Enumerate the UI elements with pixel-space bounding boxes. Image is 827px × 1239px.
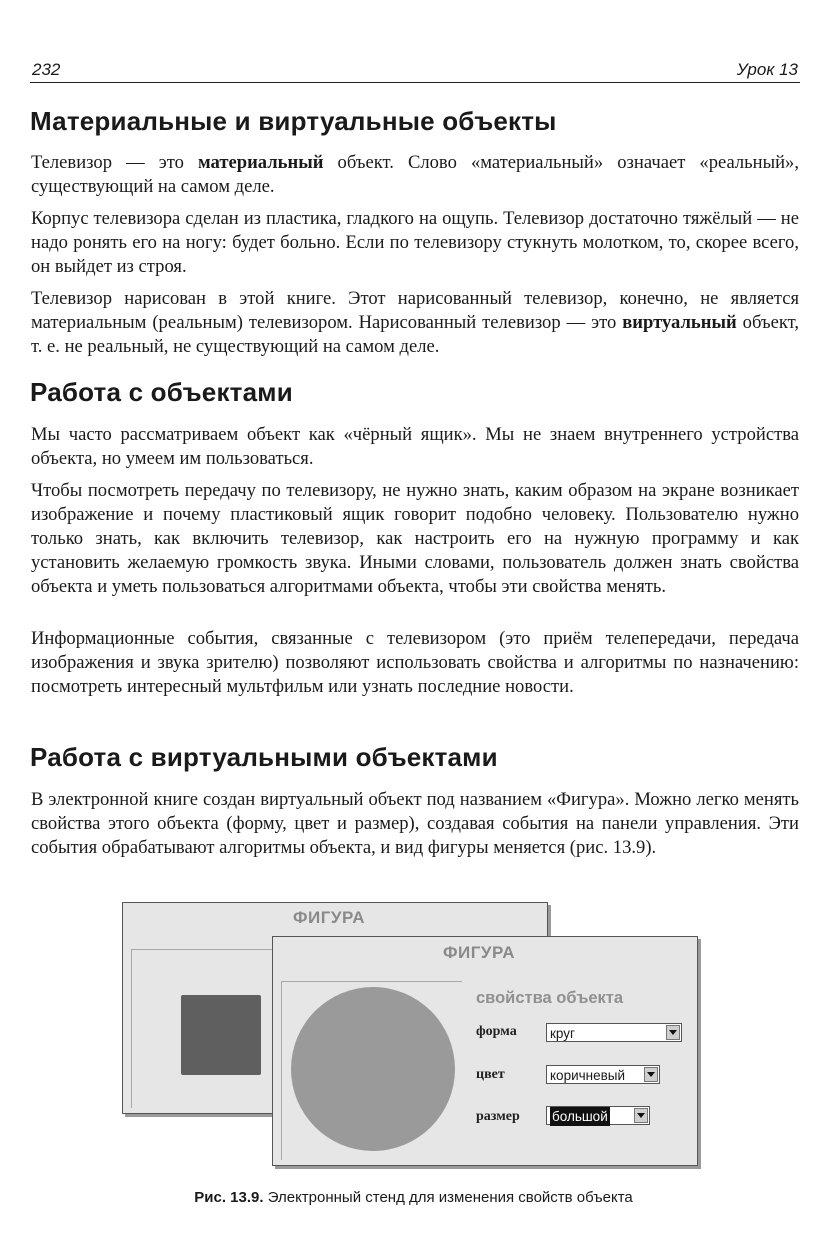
color-select-value: коричневый [550, 1068, 626, 1083]
lesson-title: Урок 13 [736, 60, 798, 79]
shape-select-value: круг [550, 1026, 575, 1041]
color-label: цвет [476, 1067, 505, 1082]
paragraph: Корпус телевизора сделан из пластика, гладкого на ощупь. Телевизор достаточно тяжёлый — не надо ронять его на ногу: будет больно. Если по телевизору стукнуть молотком, то, скорее всего, он выйдет из строя. [31, 208, 799, 277]
paragraph: Информационные события, связанные с телевизором (это приём телепередачи, передача изображения и звука зрителю) позволяют использовать свойства и алгоритмы по назначению: посмотреть интересный мультфильм или узнать последние новости. [31, 628, 799, 697]
properties-title: свойства объекта [476, 989, 624, 1007]
size-label: размер [476, 1109, 520, 1124]
square-shape [181, 995, 261, 1075]
color-select[interactable] [546, 1065, 660, 1084]
paragraph: Чтобы посмотреть передачу по телевизору, не нужно знать, каким образом на экране возникает изображение и почему пластиковый ящик говорит подобно человеку. Пользователю нужно только знать, как включить телевизор, как настроить его на нужную программу и как установить желаемую громкость звука. Иными словами, пользователь должен знать свойства объекта и уметь пользоваться алгоритмами объекта, чтобы эти свойства менять. [31, 480, 799, 597]
figure-caption [0, 1189, 827, 1206]
figure-number: Рис. 13.9. [194, 1189, 264, 1206]
dropdown-arrow-icon[interactable] [644, 1067, 658, 1082]
shape-label: форма [476, 1024, 517, 1039]
section-heading-virtual-objects: Работа с виртуальными объектами [30, 742, 498, 772]
term-virtual: виртуальный [622, 312, 737, 333]
dropdown-arrow-icon[interactable] [666, 1025, 680, 1040]
size-select[interactable] [546, 1106, 650, 1125]
term-material: материальный [198, 152, 324, 173]
figure-caption-text: Электронный стенд для изменения свойств объекта [267, 1189, 633, 1206]
paragraph: Телевизор — это материальный объект. Слово «материальный» означает «реальный», существующий на самом деле. [31, 152, 799, 197]
page-number: 232 [32, 60, 61, 79]
paragraph: Телевизор нарисован в этой книге. Этот нарисованный телевизор, конечно, не является материальным (реальным) телевизором. Нарисованный телевизор — это виртуальный объект, т. е. не реальный, не существующий на самом деле. [31, 288, 799, 357]
size-select-value: большой [552, 1109, 608, 1124]
paragraph: В электронной книге создан виртуальный объект под названием «Фигура». Можно легко менять свойства этого объекта (форму, цвет и размер), создавая события на панели управления. Эти события обрабатывают алгоритмы объекта, и вид фигуры меняется (рис. 13.9). [31, 789, 799, 858]
shape-select[interactable] [546, 1023, 682, 1042]
section-heading-objects: Работа с объектами [30, 377, 293, 407]
running-header [30, 58, 800, 83]
front-window [272, 936, 698, 1166]
circle-shape [291, 987, 455, 1151]
front-window-title: ФИГУРА [443, 943, 516, 962]
section-heading-material: Материальные и виртуальные объекты [30, 106, 557, 136]
dropdown-arrow-icon[interactable] [634, 1108, 648, 1123]
back-window-title: ФИГУРА [293, 908, 366, 927]
paragraph: Мы часто рассматриваем объект как «чёрный ящик». Мы не знаем внутреннего устройства объекта, но умеем им пользоваться. [31, 424, 799, 469]
